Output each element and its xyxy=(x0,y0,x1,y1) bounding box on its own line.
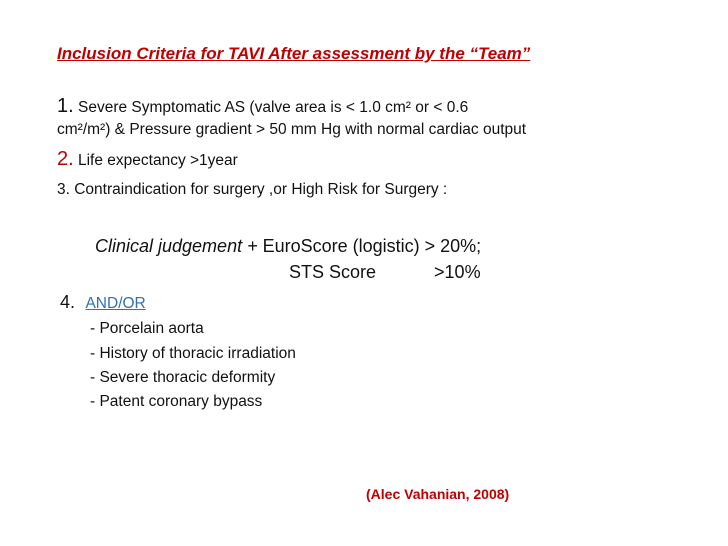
criterion-2 xyxy=(57,148,238,171)
criterion-4 xyxy=(60,292,146,313)
clinical-judgement-line xyxy=(95,236,481,257)
criterion-1-line-2: cm²/m²) & Pressure gradient > 50 mm Hg with normal cardiac output xyxy=(57,121,527,138)
criterion-1-line-1 xyxy=(57,95,468,118)
criterion-2-number: 2. xyxy=(57,148,74,170)
sts-score-line xyxy=(289,262,481,283)
bullet-thoracic-deformity: - Severe thoracic deformity xyxy=(90,369,276,386)
clinical-judgement-label: Clinical judgement + xyxy=(95,236,258,256)
criterion-1-number: 1. xyxy=(57,95,74,117)
slide-title: Inclusion Criteria for TAVI After assessment by the “Team” xyxy=(57,44,531,63)
bullet-thoracic-irradiation: - History of thoracic irradiation xyxy=(90,345,296,362)
bullet-coronary-bypass: - Patent coronary bypass xyxy=(90,393,263,410)
sts-score-value: >10% xyxy=(434,262,481,282)
bullet-porcelain-aorta: - Porcelain aorta xyxy=(90,320,204,337)
citation: (Alec Vahanian, 2008) xyxy=(366,486,510,502)
sts-score-label: STS Score xyxy=(289,262,377,282)
criterion-1-text: Severe Symptomatic AS (valve area is < 1.0 cm² or < 0.6 xyxy=(73,99,469,116)
criterion-2-text: Life expectancy >1year xyxy=(73,152,238,169)
euroscore-text: EuroScore (logistic) > 20%; xyxy=(257,236,482,256)
criterion-4-number: 4. xyxy=(60,292,76,312)
criterion-3: 3. Contraindication for surgery ,or High Risk for Surgery : xyxy=(57,181,448,198)
and-or-link[interactable]: AND/OR xyxy=(85,295,146,312)
